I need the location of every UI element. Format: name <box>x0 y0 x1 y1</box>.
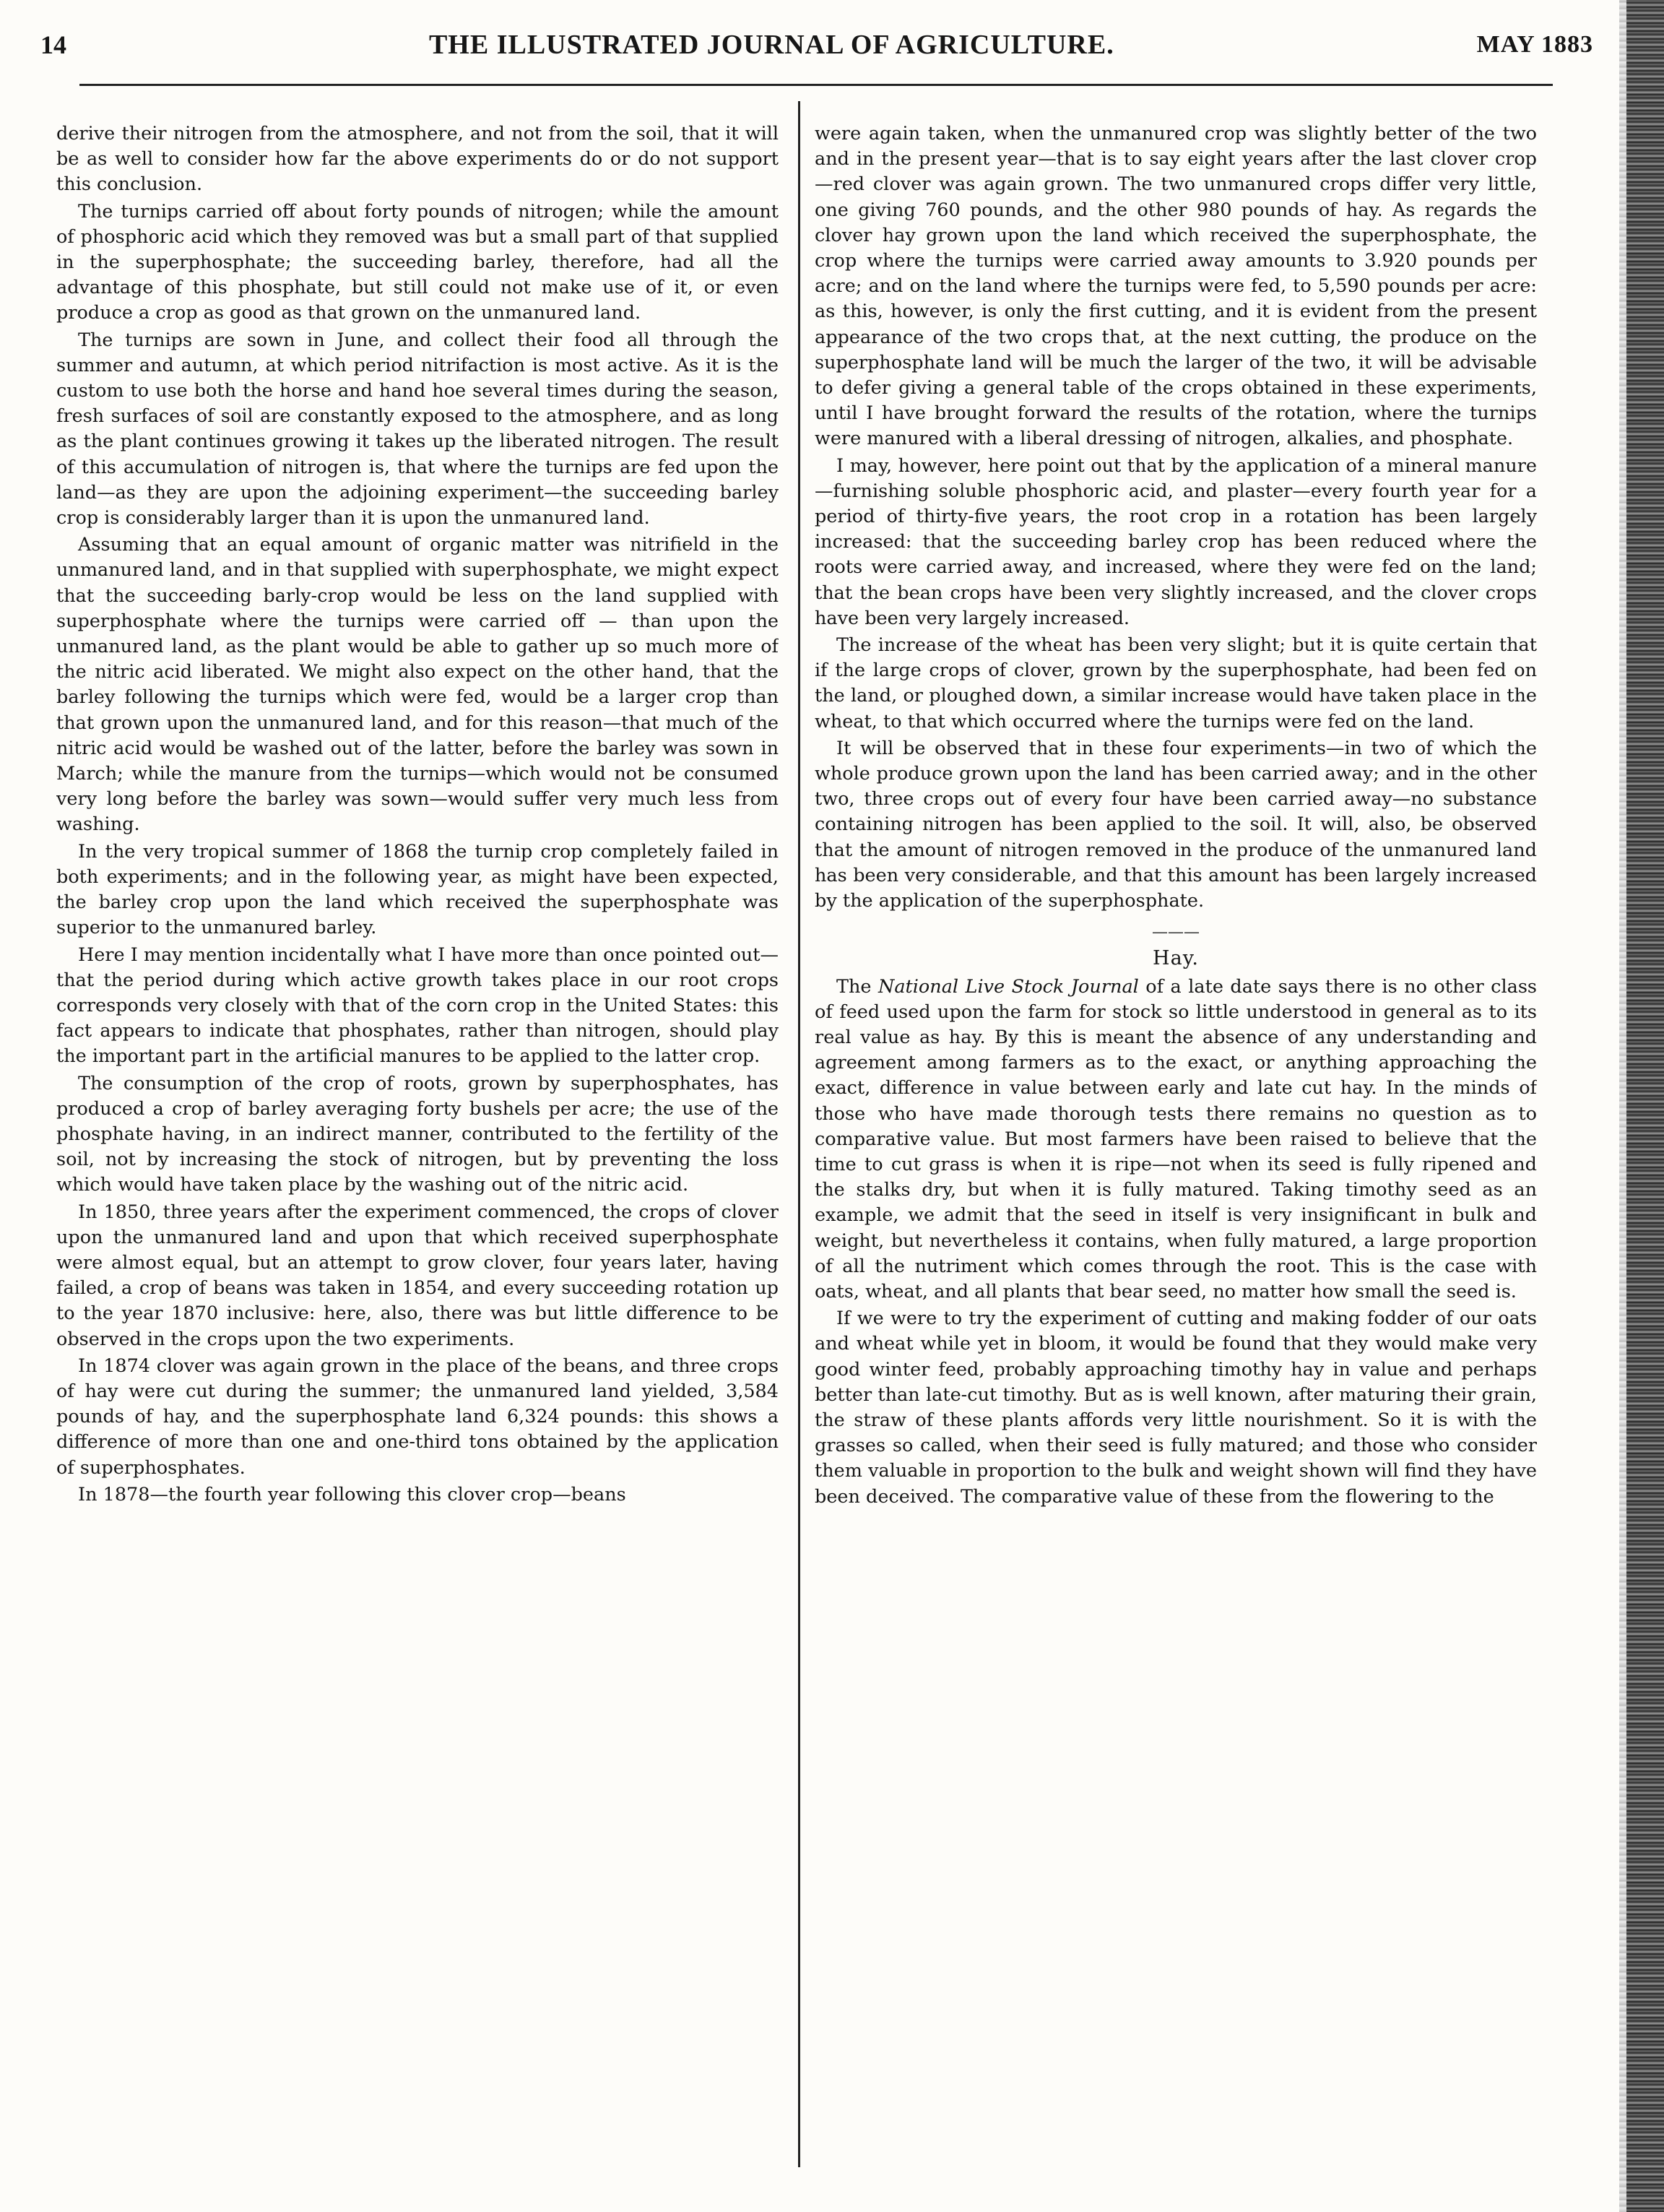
paragraph: In the very tropical summer of 1868 the turnip crop completely failed in both experiments; and in the following year, as might have been expected, the barley crop upon the land which received the superphosphate was superior to the unmanured barley. <box>56 840 779 939</box>
publication-title: National Live Stock Journal <box>878 975 1139 998</box>
paragraph: In 1878—the fourth year following this clover crop—beans <box>78 1483 626 1505</box>
page-edge-scan <box>1619 0 1626 2212</box>
paragraph: The turnips are sown in June, and collect their food all through the summer and autumn, at which period nitrifaction is most active. As it is the custom to use both the horse and hand hoe several times during the season, fresh surfaces of soil are constantly exposed to the atmosphere, and as long as the plant continues growing it takes up the liberated nitrogen. The result of this accumulation of nitrogen is, that where the turnips are fed upon the land—as they are upon the adjoining experiment—the succeeding barley crop is considerably larger than it is upon the unmanured land. <box>56 329 779 530</box>
binding-edge <box>1626 0 1664 2212</box>
journal-title: THE ILLUSTRATED JOURNAL OF AGRICULTURE. <box>428 30 1114 60</box>
paragraph: In 1850, three years after the experiment commenced, the crops of clover upon the unmanured land and upon that which received superphosphate were almost equal, but an attempt to grow clover, four years later, having failed, a crop of beans was taken in 1854, and every succeeding rotation up to the year 1870 inclusive: here, also, there was but little difference to be observed in the crops upon the two experiments. <box>56 1201 779 1350</box>
paragraph: derive their nitrogen from the atmosphere, and not from the soil, that it will be as well to consider how far the above experiments do or do not support this conclusion. <box>56 123 779 196</box>
section-divider: ——— <box>1152 923 1200 942</box>
issue-date: MAY 1883 <box>1476 31 1593 58</box>
column-divider <box>798 101 800 2167</box>
paragraph: I may, however, here point out that by the application of a mineral manure—furnishing soluble phosphoric acid, and plaster—every fourth year for a period of thirty-five years, the root crop in a rotation has been largely increased: that the succeeding barley crop has been reduced where the roots were carried away, and increased, where they were fed on the land; that the bean crops have been very slightly increased, and the clover crops have been very largely increased. <box>815 454 1537 629</box>
paragraph: were again taken, when the unmanured crop was slightly better of the two and in the present year—that is to say eight years after the last clover crop—red clover was again grown. The two unmanured crops differ very little, one giving 760 pounds, and the other 980 pounds of hay. As regards the clover hay grown upon the land which received the superphosphate, the crop where the turnips were carried away amounts to 3.920 pounds per acre; and on the land where the turnips were fed, to 5,590 pounds per acre: as this, however, is only the first cutting, and it is evident from the present appearance of the two crops that, at the next cutting, the produce on the superphosphate land will be much the larger of the two, it will be advisable to defer giving a general table of the crops obtained in these experiments, until I have brought forward the results of the rotation, where the turnips were manured with a liberal dressing of nitrogen, alkalies, and phosphate. <box>815 123 1537 450</box>
intro-lead: The <box>836 975 872 998</box>
paragraph: Here I may mention incidentally what I have more than once pointed out—that the period during which active growth takes place in our root crops corresponds very closely with that of the corn crop in the United States: this fact appears to indicate that phosphates, rather than nitrogen, should play the important part in the artificial manures to be applied to the latter crop. <box>56 943 779 1068</box>
paragraph: Assuming that an equal amount of organic matter was nitrifield in the unmanured land, and in that supplied with superphosphate, we might expect that the succeeding barly-crop would be less on the land supplied with superphosphate where the turnips were carried off — than upon the unmanured land, as the plant would be able to gather up so much more of the nitric acid liberated. We might also expect on the other hand, that the barley following the turnips which were fed, would be a larger crop than that grown upon the unmanured land, and for this reason—that much of the nitric acid would be washed out of the latter, before the barley was sown in March; while the manure from the turnips—which would not be consumed very long before the barley was sown—would suffer very much less from washing. <box>56 534 779 836</box>
header-rule <box>79 84 1553 86</box>
paragraph: If we were to try the experiment of cutting and making fodder of our oats and wheat while yet in bloom, it would be found that they would make very good winter feed, probably approaching timothy hay in value and perhaps better than late-cut timothy. But as is well known, after maturing their grain, the straw of these plants affords very little nourishment. So it is with the grasses so called, when their seed is fully matured; and those who consider them valuable in proportion to the bulk and weight shown will find they have been deceived. The comparative value of these from the flowering to the <box>815 1308 1537 1508</box>
left-column <box>56 121 779 2180</box>
paragraph: The turnips carried off about forty pounds of nitrogen; while the amount of phosphoric acid which they removed was but a small part of that supplied in the superphosphate; the succeeding barley, therefore, had all the advantage of this phosphate, but still could not make use of it, or even produce a crop as good as that grown on the unmanured land. <box>56 200 779 324</box>
paragraph: The increase of the wheat has been very slight; but it is quite certain that if the large crops of clover, grown by the superphosphate, had been fed on the land, or ploughed down, a similar increase would have taken place in the wheat, to that which occurred where the turnips were fed on the land. <box>815 634 1537 733</box>
paragraph <box>815 975 1537 1305</box>
right-column <box>815 121 1537 2180</box>
paragraph: The consumption of the crop of roots, grown by superphosphates, has produced a crop of barley averaging forty bushels per acre; the use of the phosphate having, in an indirect manner, contributed to the fertility of the soil, not by increasing the stock of nitrogen, but by preventing the loss which would have taken place by the washing out of the nitric acid. <box>56 1072 779 1196</box>
paragraph: It will be observed that in these four experiments—in two of which the whole produce grown upon the land has been carried away; and in the other two, three crops out of every four have been carried away—no substance containing nitrogen has been applied to the soil. It will, also, be observed that the amount of nitrogen removed in the produce of the unmanured land has been very considerable, and that this amount has been largely increased by the application of the superphosphate. <box>815 737 1537 912</box>
section-heading: Hay. <box>1153 947 1199 970</box>
intro-body: of a late date says there is no other class of feed used upon the farm for stock so little understood in general as to its real value as hay. By this is meant the absence of any understanding and agreement among farmers as to the exact, or anything approaching the exact, difference in value between early and late cut hay. In the minds of those who have made thorough tests there remains no question as to comparative value. But most farmers have been raised to believe that the time to cut grass is when it is ripe—not when its seed is fully ripened and the stalks dry, but when it is fully matured. Taking timothy seed as an example, we admit that the seed in itself is very insignificant in bulk and weight, but nevertheless it contains, when fully matured, a large proportion of all the nutriment which comes through the root. This is the case with oats, wheat, and all plants that bear seed, no matter how small the seed is. <box>815 975 1537 1302</box>
paragraph: In 1874 clover was again grown in the place of the beans, and three crops of hay were cut during the summer; the unmanured land yielded, 3,584 pounds of hay, and the superphosphate land 6,324 pounds: this shows a difference of more than one and one-third tons obtained by the application of superphosphates. <box>56 1355 779 1479</box>
page-number: 14 <box>40 30 66 59</box>
running-header <box>40 25 1593 65</box>
